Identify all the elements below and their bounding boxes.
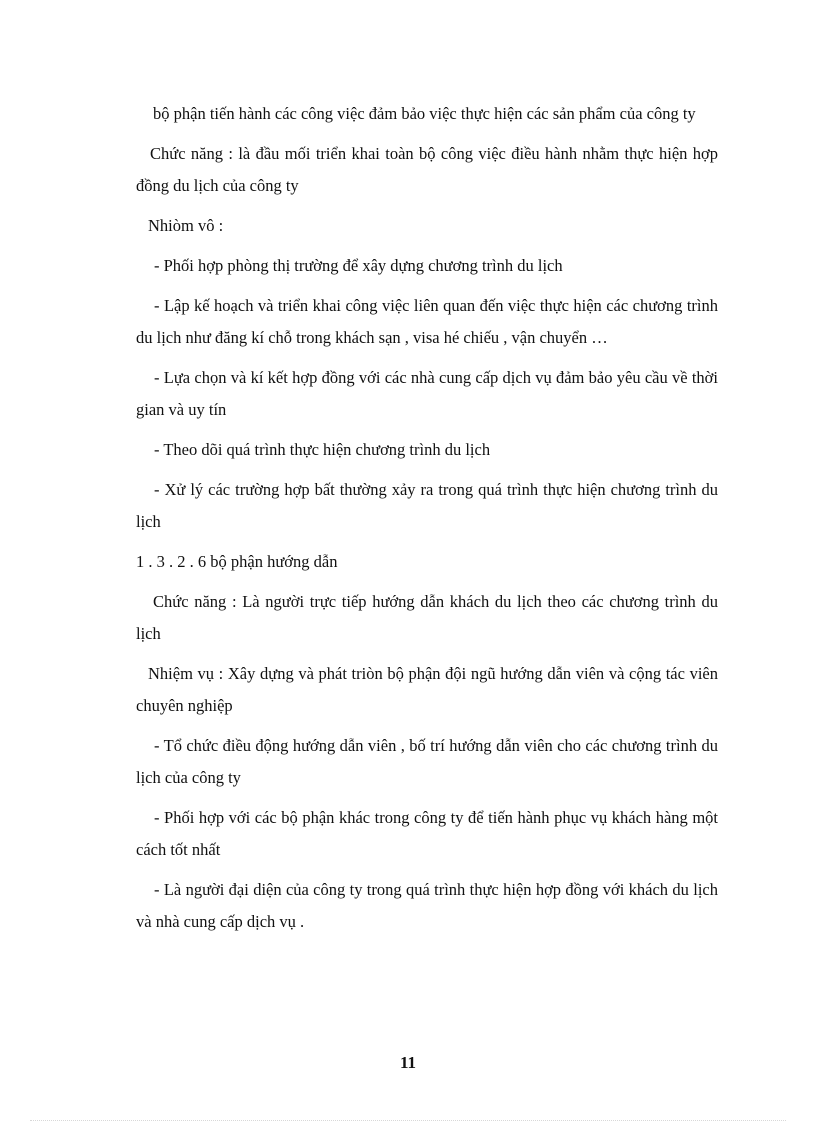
section-heading: 1 . 3 . 2 . 6 bộ phận hướng dẫn — [136, 552, 338, 571]
list-item-duty: - Là người đại diện của công ty trong quá trình thực hiện hợp đồng với khách du lịch và nhà cung cấp dịch vụ . — [136, 880, 718, 931]
page-bottom-divider — [30, 1120, 786, 1121]
list-item-duty: - Phối hợp với các bộ phận khác trong công ty để tiến hành phục vụ khách hàng một cách tốt nhất — [136, 808, 718, 859]
paragraph-duties-heading: Nhiòm vô : — [148, 216, 224, 235]
list-item-duty: - Lựa chọn và kí kết hợp đồng với các nhà cung cấp dịch vụ đảm bảo yêu cầu về thời gian và uy tín — [136, 368, 718, 419]
list-item-duty: - Xử lý các trường hợp bất thường xảy ra trong quá trình thực hiện chương trình du lịch — [136, 480, 718, 531]
list-item-duty: - Phối hợp phòng thị trường để xây dựng chương trình du lịch — [154, 256, 563, 275]
list-item-duty: - Tổ chức điều động hướng dẫn viên , bố trí hướng dẫn viên cho các chương trình du lịch của công ty — [136, 736, 718, 787]
paragraph-function: Chức năng : Là người trực tiếp hướng dẫn khách du lịch theo các chương trình du lịch — [136, 592, 718, 643]
list-item-duty: - Lập kế hoạch và triển khai công việc liên quan đến việc thực hiện các chương trình du lịch như đăng kí chỗ trong khách sạn , visa hé chiếu , vận chuyển … — [136, 296, 718, 347]
page-number: 11 — [399, 1053, 417, 1072]
paragraph-intro: bộ phận tiến hành các công việc đảm bảo việc thực hiện các sản phẩm của công ty — [153, 104, 696, 123]
paragraph-function: Chức năng : là đầu mối triển khai toàn bộ công việc điều hành nhằm thực hiện hợp đồng du lịch của công ty — [136, 144, 718, 195]
list-item-duty: - Theo dõi quá trình thực hiện chương trình du lịch — [154, 440, 491, 459]
paragraph-duties: Nhiệm vụ : Xây dựng và phát triòn bộ phận đội ngũ hướng dẫn viên và cộng tác viên chuyên nghiệp — [136, 664, 718, 715]
page-body — [136, 98, 718, 946]
